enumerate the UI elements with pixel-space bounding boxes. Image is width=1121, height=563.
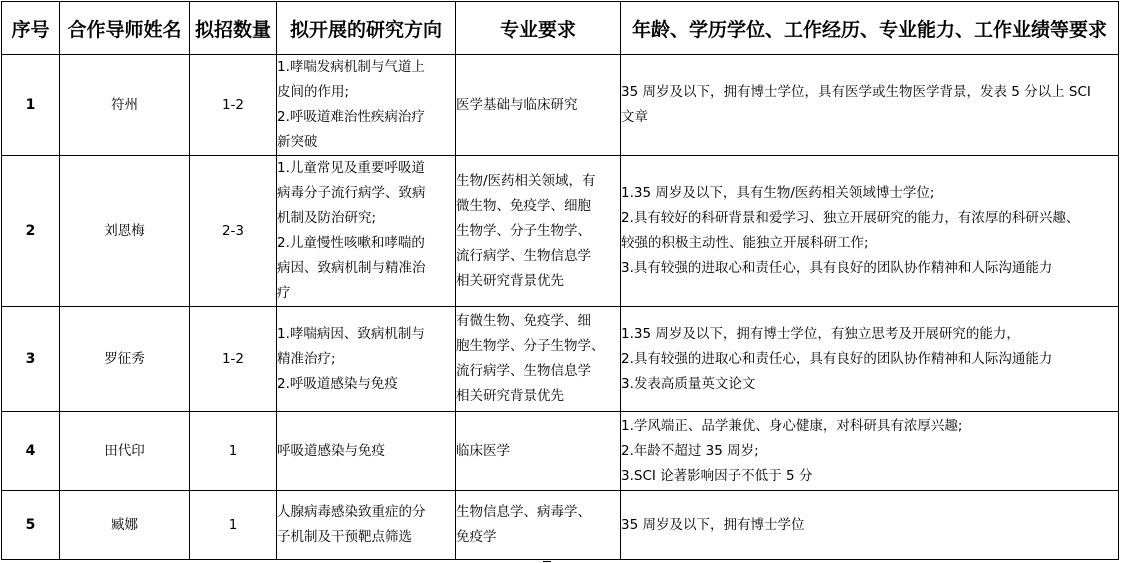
text-line: 2.呼吸道难治性疾病治疗 [277,109,425,125]
text-line: 1.35 周岁及以下，拥有博士学位，有独立思考及开展研究的能力， [621,325,1020,342]
text-line: 新突破 [277,134,318,150]
text-line: 生物学、分子生物学、 [456,222,591,239]
header-supervisor: 合作导师姓名 [60,2,190,55]
quota: 1 [190,491,277,560]
table-row [2,412,1119,491]
text-line: 生物信息学、病毒学、 [456,504,591,520]
text-line: 3.具有较强的进取心和责任心，具有良好的团队协作精神和人际沟通能力 [621,260,1053,276]
text-line: 2.具有较强的进取心和责任心，具有良好的团队协作精神和人际沟通能力 [621,350,1053,367]
text-line: 皮间的作用; [277,84,350,100]
text-line: 2.呼吸道感染与免疫 [277,375,398,392]
text-line: 胞生物学、分子生物学、 [456,338,605,354]
text-line: 1.学风端正、品学兼优、身心健康，对科研具有浓厚兴趣; [621,417,963,434]
major-requirement [456,491,621,560]
other-requirements [621,412,1119,491]
quota: 1-2 [190,55,277,156]
quota: 1-2 [190,307,277,412]
text-line: 35 周岁及以下，拥有博士学位，具有医学或生物医学背景，发表 5 分以上 SCI [621,84,1091,100]
text-line: 3.发表高质量英文论文 [621,375,756,392]
text-line: 相关研究背景优先 [456,388,564,404]
header-requirements: 年龄、学历学位、工作经历、专业能力、工作业绩等要求 [621,2,1119,55]
text-line: 3.SCI 论著影响因子不低于 5 分 [621,467,813,484]
research-direction [277,156,456,307]
quota: 2-3 [190,156,277,307]
text-line: 较强的积极主动性、能独立开展科研工作; [621,235,869,251]
text-line: 疗 [277,285,291,301]
text-line: 微生物、免疫学、细胞 [456,197,591,214]
table-row [2,156,1119,307]
text-line: 医学基础与临床研究 [456,96,578,113]
text-line: 子机制及干预靶点筛选 [277,529,412,545]
major-requirement [456,307,621,412]
major-requirement [456,156,621,307]
text-line: 病因、致病机制与精准治 [277,260,426,276]
table-row [2,55,1119,156]
text-line: 1.35 周岁及以下，具有生物/医药相关领域博士学位; [621,185,935,201]
supervisor-name: 符州 [60,55,190,156]
page-mark-divider [543,561,551,562]
text-line: 35 周岁及以下，拥有博士学位 [621,516,805,533]
recruitment-table [1,1,1119,560]
text-line: 2.儿童慢性咳嗽和哮喘的 [277,235,425,251]
text-line: 相关研究背景优先 [456,272,564,289]
header-quota: 拟招数量 [190,2,277,55]
major-requirement [456,412,621,491]
text-line: 免疫学 [456,529,497,545]
header-direction: 拟开展的研究方向 [277,2,456,55]
row-no: 2 [2,156,60,307]
text-line: 生物/医药相关领域，有 [456,172,596,189]
text-line: 文章 [621,109,648,125]
other-requirements [621,307,1119,412]
text-line: 机制及防治研究; [277,210,377,226]
header-row [2,2,1119,55]
row-no: 3 [2,307,60,412]
research-direction [277,412,456,491]
supervisor-name: 刘恩梅 [60,156,190,307]
text-line: 2.年龄不超过 35 周岁; [621,442,759,459]
header-major: 专业要求 [456,2,621,55]
row-no: 4 [2,412,60,491]
text-line: 1.哮喘发病机制与气道上 [277,59,425,75]
text-line: 1.儿童常见及重要呼吸道 [277,160,425,176]
other-requirements [621,55,1119,156]
supervisor-name: 罗征秀 [60,307,190,412]
text-line: 有微生物、免疫学、细 [456,313,591,329]
table-row [2,307,1119,412]
supervisor-name: 田代印 [60,412,190,491]
text-line: 临床医学 [456,442,510,459]
quota: 1 [190,412,277,491]
text-line: 1.哮喘病因、致病机制与 [277,325,425,342]
other-requirements [621,156,1119,307]
row-no: 1 [2,55,60,156]
research-direction [277,307,456,412]
table-row [2,491,1119,560]
major-requirement [456,55,621,156]
other-requirements [621,491,1119,560]
text-line: 人腺病毒感染致重症的分 [277,504,426,520]
header-no: 序号 [2,2,60,55]
text-line: 2.具有较好的科研背景和爱学习、独立开展研究的能力，有浓厚的科研兴趣、 [621,210,1080,226]
research-direction [277,491,456,560]
text-line: 流行病学、生物信息学 [456,247,591,264]
text-line: 呼吸道感染与免疫 [277,442,385,459]
row-no: 5 [2,491,60,560]
text-line: 精准治疗; [277,350,336,367]
text-line: 病毒分子流行病学、致病 [277,185,426,201]
text-line: 流行病学、生物信息学 [456,363,591,379]
research-direction [277,55,456,156]
supervisor-name: 臧娜 [60,491,190,560]
